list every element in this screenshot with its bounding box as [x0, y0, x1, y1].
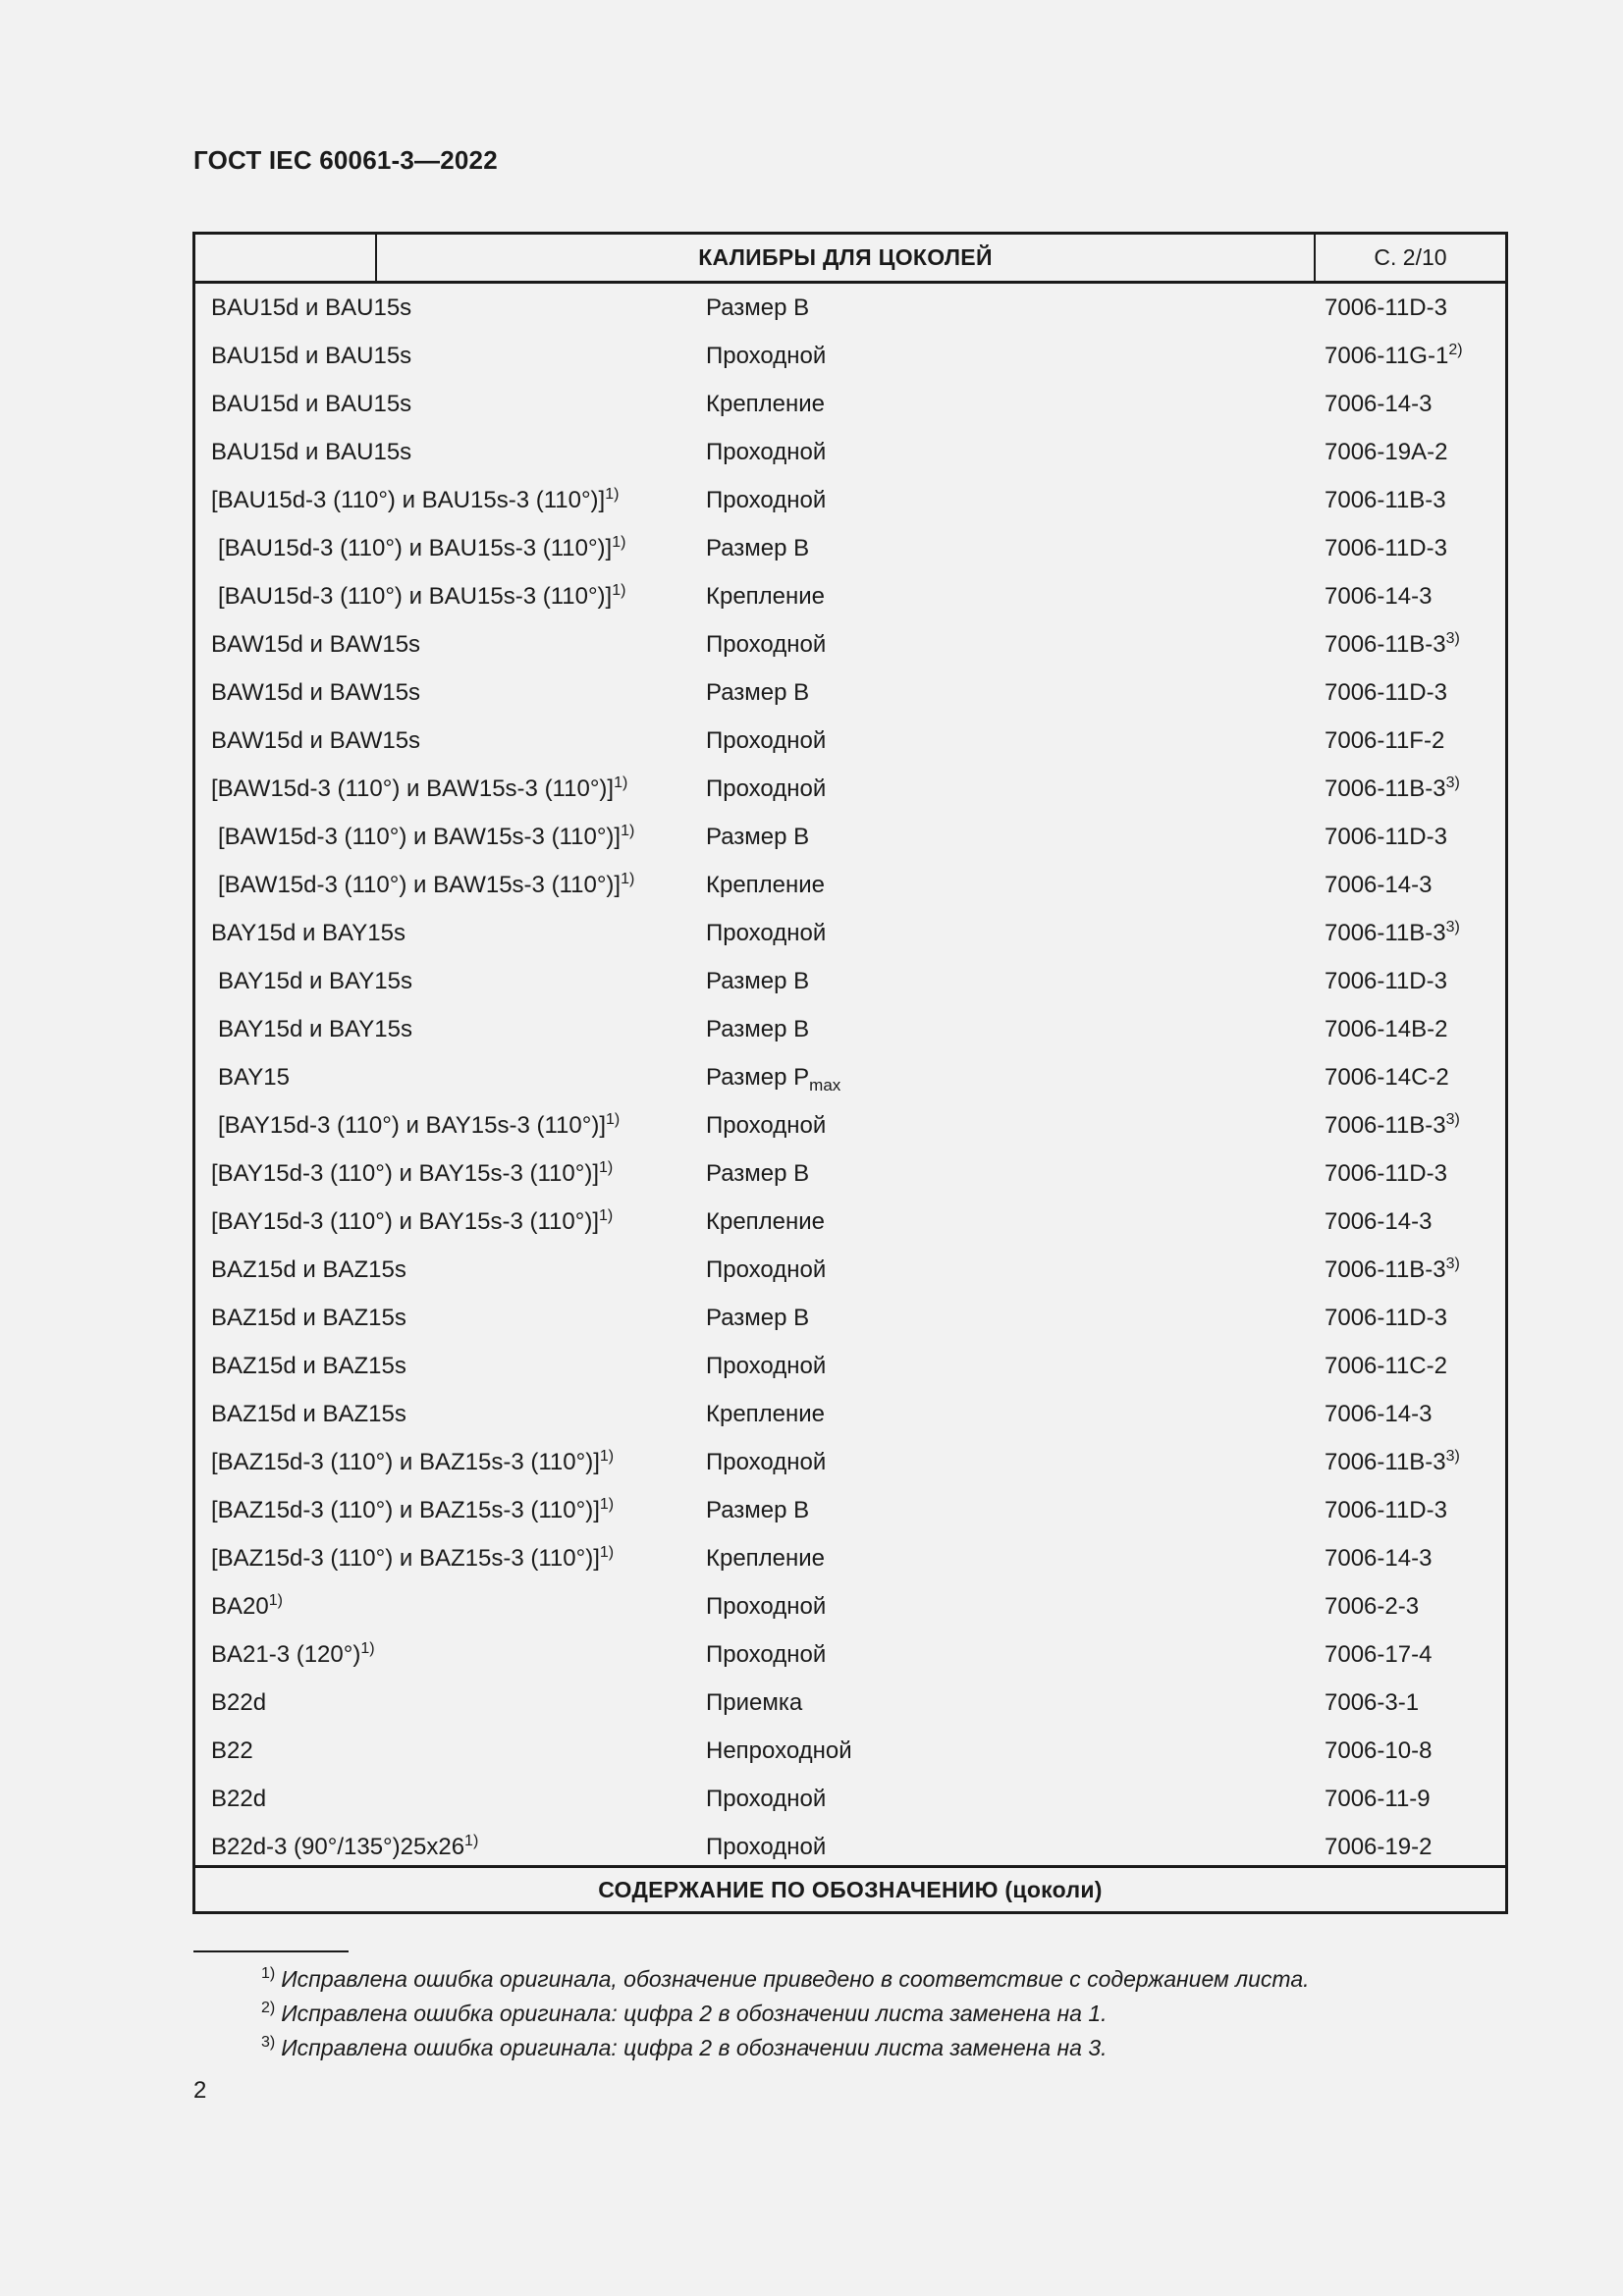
sheet-number — [1325, 583, 1432, 611]
table-row — [195, 1390, 1505, 1438]
sheet-number-text: 7006-14-3 — [1325, 1401, 1433, 1427]
base-designation-text: [BAU15d-3 (110°) и BAU15s-3 (110°)] — [218, 583, 613, 610]
gauge-type-text: Проходной — [706, 1593, 827, 1620]
base-designation — [211, 631, 420, 659]
gauge-type-text: Размер B — [706, 535, 810, 561]
table-row — [195, 1005, 1505, 1053]
gauge-type-text: Размер B — [706, 1305, 810, 1331]
base-designation — [211, 727, 420, 755]
sheet-number — [1325, 1256, 1460, 1284]
sheet-number-text: 7006-19A-2 — [1325, 439, 1448, 465]
sheet-number — [1325, 535, 1447, 562]
sheet-number-text: 7006-11D-3 — [1325, 535, 1447, 561]
gauge-type — [706, 1834, 826, 1861]
table-row — [195, 1342, 1505, 1390]
gauge-type — [706, 439, 826, 466]
gauge-type — [706, 535, 809, 562]
footnote-text: Исправлена ошибка оригинала, обозначение приведено в соответствие с содержанием листа. — [281, 1966, 1310, 1992]
sheet-number — [1325, 920, 1460, 947]
gauge-type-text: Размер B — [706, 679, 810, 706]
sheet-number-text: 7006-11D-3 — [1325, 824, 1447, 850]
footnote-ref: 1) — [599, 1207, 614, 1224]
gauge-type-text: Проходной — [706, 1112, 827, 1139]
table-row — [195, 1534, 1505, 1582]
sheet-number — [1325, 1641, 1432, 1669]
base-designation-text: BAZ15d и BAZ15s — [211, 1305, 406, 1331]
gauge-type-text: Проходной — [706, 631, 827, 658]
gauges-table — [192, 232, 1508, 1914]
sheet-number — [1325, 1593, 1419, 1621]
base-designation-text: B22d — [211, 1786, 267, 1812]
gauge-type — [706, 1689, 802, 1717]
table-row — [195, 957, 1505, 1005]
base-designation — [211, 1689, 266, 1717]
header-empty-cell — [195, 235, 377, 281]
gauge-type-text: Крепление — [706, 872, 826, 898]
footnote-ref: 3) — [1445, 1111, 1460, 1128]
base-designation-text: BAW15d и BAW15s — [211, 631, 421, 658]
base-designation — [211, 1160, 613, 1188]
sheet-number — [1325, 727, 1444, 755]
base-designation — [211, 1593, 283, 1621]
base-designation-text: [BAY15d-3 (110°) и BAY15s-3 (110°)] — [211, 1160, 600, 1187]
gauge-type — [706, 1401, 825, 1428]
table-row — [195, 332, 1505, 380]
gauge-type-text: Проходной — [706, 1256, 827, 1283]
sheet-number-text: 7006-11B-3 — [1325, 631, 1446, 658]
table-row — [195, 1438, 1505, 1486]
base-designation — [218, 1064, 290, 1092]
footnote-ref: 1) — [599, 1159, 614, 1176]
footnote-ref: 3) — [1445, 630, 1460, 647]
sheet-number-text: 7006-11D-3 — [1325, 1305, 1447, 1331]
base-designation-text: [BAY15d-3 (110°) и BAY15s-3 (110°)] — [218, 1112, 607, 1139]
sheet-number-text: 7006-11B-3 — [1325, 487, 1446, 513]
gauge-type-text: Проходной — [706, 1834, 827, 1860]
sheet-number — [1325, 1064, 1449, 1092]
gauge-type — [706, 583, 825, 611]
table-body — [195, 284, 1505, 1871]
sheet-number-text: 7006-11D-3 — [1325, 1160, 1447, 1187]
base-designation — [211, 1834, 478, 1861]
sheet-number — [1325, 1497, 1447, 1524]
base-designation — [211, 1497, 614, 1524]
gauge-type — [706, 775, 826, 803]
footnote-ref: 3) — [1445, 1448, 1460, 1465]
base-designation — [218, 968, 412, 995]
footnote-item — [261, 1965, 1310, 2000]
base-designation — [218, 872, 634, 899]
gauge-type — [706, 1641, 826, 1669]
sheet-number — [1325, 1305, 1447, 1332]
table-row — [195, 909, 1505, 957]
table-row — [195, 1775, 1505, 1823]
table-row — [195, 428, 1505, 476]
gauge-type-text: Проходной — [706, 775, 827, 802]
sheet-number — [1325, 1449, 1460, 1476]
gauge-type — [706, 1064, 841, 1095]
footnote-ref: 1) — [599, 1496, 615, 1513]
sheet-number-text: 7006-14-3 — [1325, 1545, 1433, 1572]
gauge-type-text: Непроходной — [706, 1737, 852, 1764]
footnote-ref: 1) — [599, 1544, 615, 1561]
sheet-number-text: 7006-14-3 — [1325, 583, 1433, 610]
base-designation — [211, 1737, 253, 1765]
table-row — [195, 717, 1505, 765]
sheet-number-text: 7006-2-3 — [1325, 1593, 1420, 1620]
base-designation-text: BAW15d и BAW15s — [211, 727, 421, 754]
table-row — [195, 572, 1505, 620]
table-row — [195, 476, 1505, 524]
sheet-number — [1325, 1545, 1432, 1573]
footnote-text: Исправлена ошибка оригинала: цифра 2 в обозначении листа заменена на 1. — [281, 2001, 1108, 2026]
gauge-type-text: Проходной — [706, 920, 827, 946]
sheet-number-text: 7006-11D-3 — [1325, 679, 1447, 706]
base-designation-text: BAU15d и BAU15s — [211, 439, 412, 465]
gauge-type-text: Размер B — [706, 1016, 810, 1042]
base-designation-text: [BAW15d-3 (110°) и BAW15s-3 (110°)] — [218, 824, 622, 850]
sheet-number — [1325, 679, 1447, 707]
sheet-number-text: 7006-11B-3 — [1325, 1112, 1446, 1139]
base-designation — [211, 1786, 266, 1813]
footnote-mark: 1) — [261, 1965, 276, 1982]
sheet-number — [1325, 968, 1447, 995]
gauge-type — [706, 1112, 826, 1140]
sheet-number — [1325, 294, 1447, 322]
base-designation — [211, 1256, 406, 1284]
base-designation — [211, 1305, 406, 1332]
sheet-number — [1325, 1786, 1431, 1813]
sheet-number-text: 7006-17-4 — [1325, 1641, 1433, 1668]
sheet-number-text: 7006-14B-2 — [1325, 1016, 1448, 1042]
sheet-number — [1325, 775, 1460, 803]
footnote-ref: 1) — [614, 774, 628, 791]
footnote-text: Исправлена ошибка оригинала: цифра 2 в обозначении листа заменена на 3. — [281, 2035, 1108, 2060]
sheet-number-text: 7006-3-1 — [1325, 1689, 1420, 1716]
page-number: 2 — [193, 2077, 207, 2104]
base-designation-text: [BAZ15d-3 (110°) и BAZ15s-3 (110°)] — [211, 1449, 600, 1475]
sheet-number-text: 7006-11B-3 — [1325, 920, 1446, 946]
base-designation — [218, 824, 634, 851]
footnote-ref: 3) — [1445, 774, 1460, 791]
table-row — [195, 1294, 1505, 1342]
gauge-type-text: Размер B — [706, 824, 810, 850]
sheet-number-text: 7006-11D-3 — [1325, 294, 1447, 321]
table-row — [195, 1101, 1505, 1149]
base-designation — [211, 1641, 375, 1669]
base-designation-text: BAW15d и BAW15s — [211, 679, 421, 706]
gauge-type — [706, 1016, 809, 1043]
table-row — [195, 380, 1505, 428]
base-designation-text: [BAZ15d-3 (110°) и BAZ15s-3 (110°)] — [211, 1545, 600, 1572]
sheet-number — [1325, 1737, 1432, 1765]
base-designation-text: BAY15d и BAY15s — [218, 1016, 412, 1042]
sheet-number — [1325, 1016, 1447, 1043]
gauge-type — [706, 920, 826, 947]
sheet-number — [1325, 631, 1460, 659]
sheet-number-text: 7006-14C-2 — [1325, 1064, 1449, 1091]
base-designation-text: B22d-3 (90°/135°)25x26 — [211, 1834, 465, 1860]
sheet-number-text: 7006-10-8 — [1325, 1737, 1433, 1764]
sheet-number — [1325, 824, 1447, 851]
footnote-ref: 1) — [360, 1640, 375, 1657]
base-designation — [211, 1545, 614, 1573]
gauge-type — [706, 631, 826, 659]
footnote-ref: 1) — [464, 1833, 479, 1849]
gauge-type-text: Проходной — [706, 1353, 827, 1379]
base-designation-text: BAY15 — [218, 1064, 290, 1091]
sheet-number-text: 7006-11F-2 — [1325, 727, 1445, 754]
table-row — [195, 1198, 1505, 1246]
base-designation-text: BAY15d и BAY15s — [218, 968, 412, 994]
sheet-number-text: 7006-19-2 — [1325, 1834, 1433, 1860]
sheet-number — [1325, 391, 1432, 418]
gauge-type — [706, 391, 825, 418]
base-designation-text: [BAU15d-3 (110°) и BAU15s-3 (110°)] — [211, 487, 606, 513]
gauge-type-text: Проходной — [706, 487, 827, 513]
gauge-type — [706, 1353, 826, 1380]
gauge-type — [706, 1208, 825, 1236]
gauge-type — [706, 824, 809, 851]
sheet-number-text: 7006-11G-1 — [1325, 343, 1449, 369]
sheet-number — [1325, 487, 1446, 514]
base-designation-text: BAZ15d и BAZ15s — [211, 1401, 406, 1427]
table-row — [195, 524, 1505, 572]
sheet-number-text: 7006-14-3 — [1325, 1208, 1433, 1235]
table-row — [195, 1823, 1505, 1871]
base-designation-text: B22 — [211, 1737, 253, 1764]
base-designation — [218, 1016, 412, 1043]
gauge-type — [706, 343, 826, 370]
table-row — [195, 1679, 1505, 1727]
base-designation-text: [BAU15d-3 (110°) и BAU15s-3 (110°)] — [218, 535, 613, 561]
gauge-type-text: Размер B — [706, 294, 810, 321]
gauge-type — [706, 1786, 826, 1813]
base-designation-text: [BAW15d-3 (110°) и BAW15s-3 (110°)] — [218, 872, 622, 898]
sheet-number-text: 7006-11B-3 — [1325, 775, 1446, 802]
gauge-type-text: Размер B — [706, 968, 810, 994]
base-designation — [218, 583, 625, 611]
base-designation — [211, 487, 619, 514]
base-designation-text: [BAY15d-3 (110°) и BAY15s-3 (110°)] — [211, 1208, 600, 1235]
base-designation — [211, 1449, 614, 1476]
base-designation-text: BA21-3 (120°) — [211, 1641, 361, 1668]
gauge-type — [706, 1545, 825, 1573]
footnote-mark: 3) — [261, 2034, 276, 2051]
sheet-number-text: 7006-11D-3 — [1325, 968, 1447, 994]
base-designation — [211, 775, 627, 803]
footnote-ref: 3) — [1445, 1255, 1460, 1272]
gauge-type-text: Проходной — [706, 1449, 827, 1475]
base-designation — [211, 920, 406, 947]
gauge-type — [706, 1305, 809, 1332]
base-designation — [211, 343, 411, 370]
table-header-page: С. 2/10 — [1374, 244, 1447, 270]
gauge-type-text: Приемка — [706, 1689, 803, 1716]
table-row — [195, 1246, 1505, 1294]
base-designation — [211, 294, 411, 322]
gauge-type — [706, 679, 809, 707]
base-designation-text: BAU15d и BAU15s — [211, 294, 412, 321]
gauge-type — [706, 1737, 852, 1765]
sheet-number-text: 7006-14-3 — [1325, 872, 1433, 898]
footnote-mark: 2) — [261, 2000, 276, 2016]
gauge-type-text: Крепление — [706, 1208, 826, 1235]
table-row — [195, 813, 1505, 861]
base-designation — [211, 391, 411, 418]
base-designation — [211, 1353, 406, 1380]
base-designation — [218, 1112, 620, 1140]
base-designation-text: BAU15d и BAU15s — [211, 343, 412, 369]
gauge-type-text: Проходной — [706, 439, 827, 465]
sheet-number-text: 7006-11D-3 — [1325, 1497, 1447, 1523]
footnote-ref: 1) — [599, 1448, 615, 1465]
footnote-divider — [193, 1950, 349, 1952]
gauge-type-text: Крепление — [706, 583, 826, 610]
table-row — [195, 861, 1505, 909]
footnote-ref: 1) — [606, 1111, 621, 1128]
sheet-number — [1325, 1208, 1432, 1236]
base-designation-text: B22d — [211, 1689, 267, 1716]
sheet-number — [1325, 1160, 1447, 1188]
table-row — [195, 1630, 1505, 1679]
sheet-number — [1325, 1834, 1432, 1861]
table-row — [195, 1149, 1505, 1198]
table-footer-title: СОДЕРЖАНИЕ ПО ОБОЗНАЧЕНИЮ (цоколи) — [195, 1865, 1505, 1911]
footnote-ref: 3) — [1445, 919, 1460, 935]
base-designation-text: BA20 — [211, 1593, 269, 1620]
gauge-type-text: Проходной — [706, 727, 827, 754]
sheet-number — [1325, 343, 1463, 370]
gauge-type-subscript: max — [809, 1076, 841, 1095]
footnote-ref: 2) — [1448, 342, 1463, 358]
table-row — [195, 620, 1505, 668]
gauge-type — [706, 1160, 809, 1188]
base-designation — [211, 1208, 613, 1236]
footnote-ref: 1) — [621, 823, 635, 839]
table-header-title: КАЛИБРЫ ДЛЯ ЦОКОЛЕЙ — [377, 235, 1316, 281]
base-designation-text: [BAZ15d-3 (110°) и BAZ15s-3 (110°)] — [211, 1497, 600, 1523]
gauge-type-text: Проходной — [706, 1641, 827, 1668]
gauge-type — [706, 1593, 826, 1621]
sheet-number-text: 7006-11-9 — [1325, 1786, 1431, 1812]
table-row — [195, 1486, 1505, 1534]
gauge-type-text: Размер P — [706, 1064, 810, 1091]
footnote-item — [261, 2000, 1310, 2034]
gauge-type — [706, 487, 826, 514]
table-row — [195, 668, 1505, 717]
sheet-number-text: 7006-11B-3 — [1325, 1256, 1446, 1283]
gauge-type — [706, 1449, 826, 1476]
gauge-type — [706, 1497, 809, 1524]
sheet-number — [1325, 1112, 1460, 1140]
sheet-number-text: 7006-11B-3 — [1325, 1449, 1446, 1475]
gauge-type — [706, 727, 826, 755]
gauge-type-text: Крепление — [706, 1401, 826, 1427]
sheet-number — [1325, 872, 1432, 899]
table-row — [195, 765, 1505, 813]
sheet-number — [1325, 1353, 1447, 1380]
base-designation — [211, 679, 420, 707]
footnotes — [261, 1965, 1310, 2068]
sheet-number-text: 7006-11C-2 — [1325, 1353, 1447, 1379]
sheet-number — [1325, 1401, 1432, 1428]
gauge-type — [706, 294, 809, 322]
gauge-type-text: Крепление — [706, 1545, 826, 1572]
gauge-type — [706, 1256, 826, 1284]
base-designation — [211, 439, 411, 466]
gauge-type — [706, 872, 825, 899]
base-designation-text: BAZ15d и BAZ15s — [211, 1256, 406, 1283]
base-designation-text: [BAW15d-3 (110°) и BAW15s-3 (110°)] — [211, 775, 615, 802]
gauge-type-text: Проходной — [706, 1786, 827, 1812]
table-row — [195, 1053, 1505, 1101]
gauge-type-text: Размер B — [706, 1160, 810, 1187]
gauge-type — [706, 968, 809, 995]
table-row — [195, 284, 1505, 332]
footnote-ref: 1) — [612, 582, 626, 599]
sheet-number — [1325, 1689, 1419, 1717]
footnote-ref: 1) — [605, 486, 620, 503]
sheet-number-text: 7006-14-3 — [1325, 391, 1433, 417]
gauge-type-text: Размер B — [706, 1497, 810, 1523]
table-row — [195, 1727, 1505, 1775]
footnote-item — [261, 2034, 1310, 2068]
gauge-type-text: Проходной — [706, 343, 827, 369]
footnote-ref: 1) — [621, 871, 635, 887]
footnote-ref: 1) — [612, 534, 626, 551]
base-designation — [211, 1401, 406, 1428]
table-header — [195, 235, 1505, 284]
footnote-ref: 1) — [268, 1592, 283, 1609]
table-row — [195, 1582, 1505, 1630]
base-designation — [218, 535, 625, 562]
document-title: ГОСТ IEC 60061-3—2022 — [193, 145, 498, 175]
sheet-number — [1325, 439, 1447, 466]
gauge-type-text: Крепление — [706, 391, 826, 417]
base-designation-text: BAU15d и BAU15s — [211, 391, 412, 417]
base-designation-text: BAY15d и BAY15s — [211, 920, 406, 946]
base-designation-text: BAZ15d и BAZ15s — [211, 1353, 406, 1379]
